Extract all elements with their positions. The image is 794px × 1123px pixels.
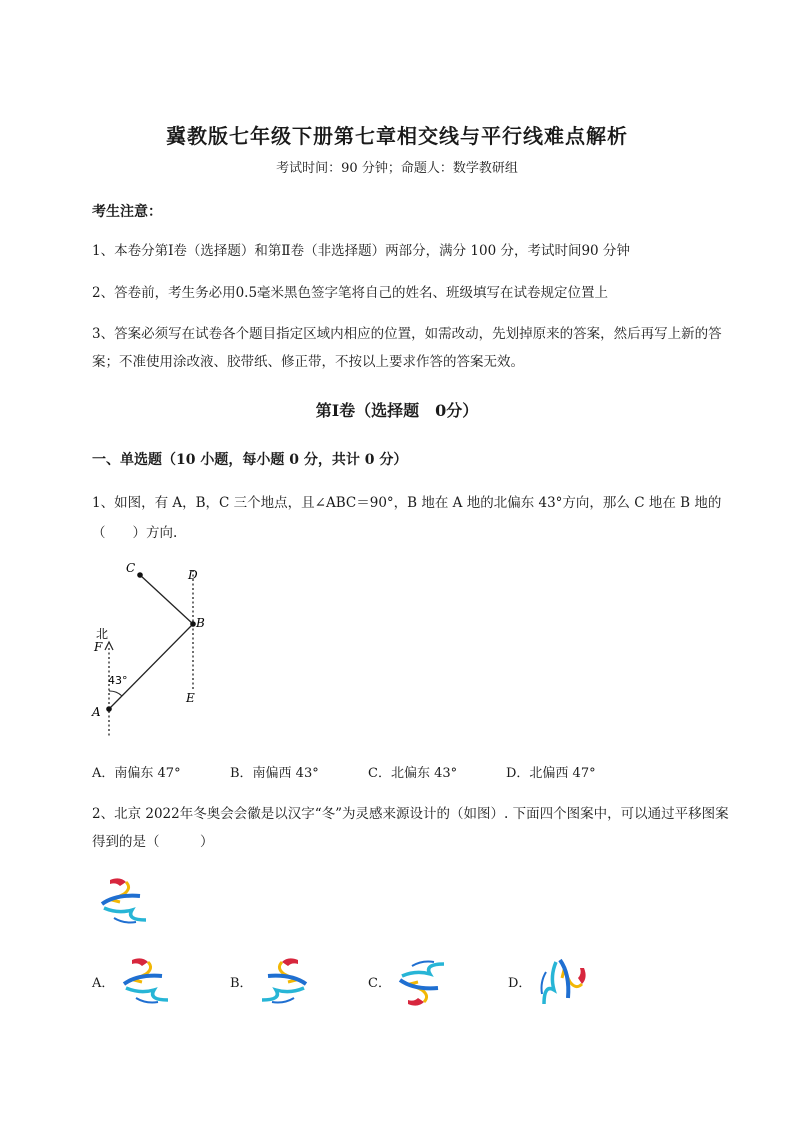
- question-2-stem: 2、北京 2022年冬奥会会徽是以汉字“冬”为灵感来源设计的（如图）. 下面四个图案中，可以通过平移图案得到的是（ ）: [92, 806, 729, 850]
- note-item-2: 2、答卷前，考生务必用0.5毫米黑色签字笔将自己的姓名、班级填写在试卷规定位置上: [92, 285, 609, 301]
- question-1-options: [92, 762, 596, 781]
- label-a: A: [92, 705, 101, 719]
- q2-option-a-emblem[interactable]: [118, 954, 174, 1010]
- label-e: E: [186, 691, 195, 705]
- q2-option-c-label[interactable]: C．: [368, 976, 391, 991]
- note-item-1: 1、本卷分第Ⅰ卷（选择题）和第Ⅱ卷（非选择题）两部分，满分 100 分，考试时间90 分钟: [92, 243, 630, 259]
- q2-option-c-emblem[interactable]: [394, 954, 450, 1010]
- notes-heading: 考生注意：: [92, 204, 162, 220]
- option-c[interactable]: C．北偏东 43°: [368, 766, 458, 781]
- point-c: [137, 572, 143, 578]
- q2-option-b-emblem[interactable]: [256, 954, 312, 1010]
- option-b[interactable]: B．南偏西 43°: [230, 766, 319, 781]
- label-angle: 43°: [108, 674, 128, 687]
- q2-option-d-emblem[interactable]: [534, 954, 590, 1010]
- segment-cb: [140, 575, 193, 624]
- exam-info: 考试时间：90 分钟；命题人：数学教研组: [276, 161, 518, 176]
- point-a: [106, 706, 112, 712]
- question-1-stem: 1、如图，有 A，B，C 三个地点，且∠ABC＝90°，B 地在 A 地的北偏东 43°方向，那么 C 地在 B 地的（ ）方向.: [92, 495, 722, 541]
- label-f: F: [94, 640, 103, 654]
- point-b: [190, 621, 196, 627]
- note-item-3: 3、答案必须写在试卷各个题目指定区域内相应的位置，如需改动，先划掉原来的答案，然后再写上新的答案；不准使用涂改液、胶带纸、修正带，不按以上要求作答的答案无效。: [92, 326, 722, 370]
- option-d[interactable]: D．北偏西 47°: [506, 766, 596, 781]
- winter-olympics-emblem: [96, 874, 152, 930]
- option-a[interactable]: A．南偏东 47°: [92, 766, 181, 781]
- question-1-figure: [88, 556, 218, 746]
- q2-option-b-label[interactable]: B．: [230, 976, 253, 991]
- label-b: B: [196, 616, 205, 630]
- page-title: 冀教版七年级下册第七章相交线与平行线难点解析: [166, 124, 628, 148]
- label-d: D: [188, 568, 198, 582]
- label-north: 北: [96, 627, 109, 641]
- q2-option-d-label[interactable]: D．: [508, 976, 532, 991]
- angle-arc: [109, 691, 122, 696]
- q2-option-a-label[interactable]: A．: [92, 976, 115, 991]
- label-c: C: [126, 561, 136, 575]
- section-title: 第Ⅰ卷（选择题 0分）: [315, 401, 479, 420]
- part-heading: 一、单选题（10 小题，每小题 0 分，共计 0 分）: [92, 452, 408, 468]
